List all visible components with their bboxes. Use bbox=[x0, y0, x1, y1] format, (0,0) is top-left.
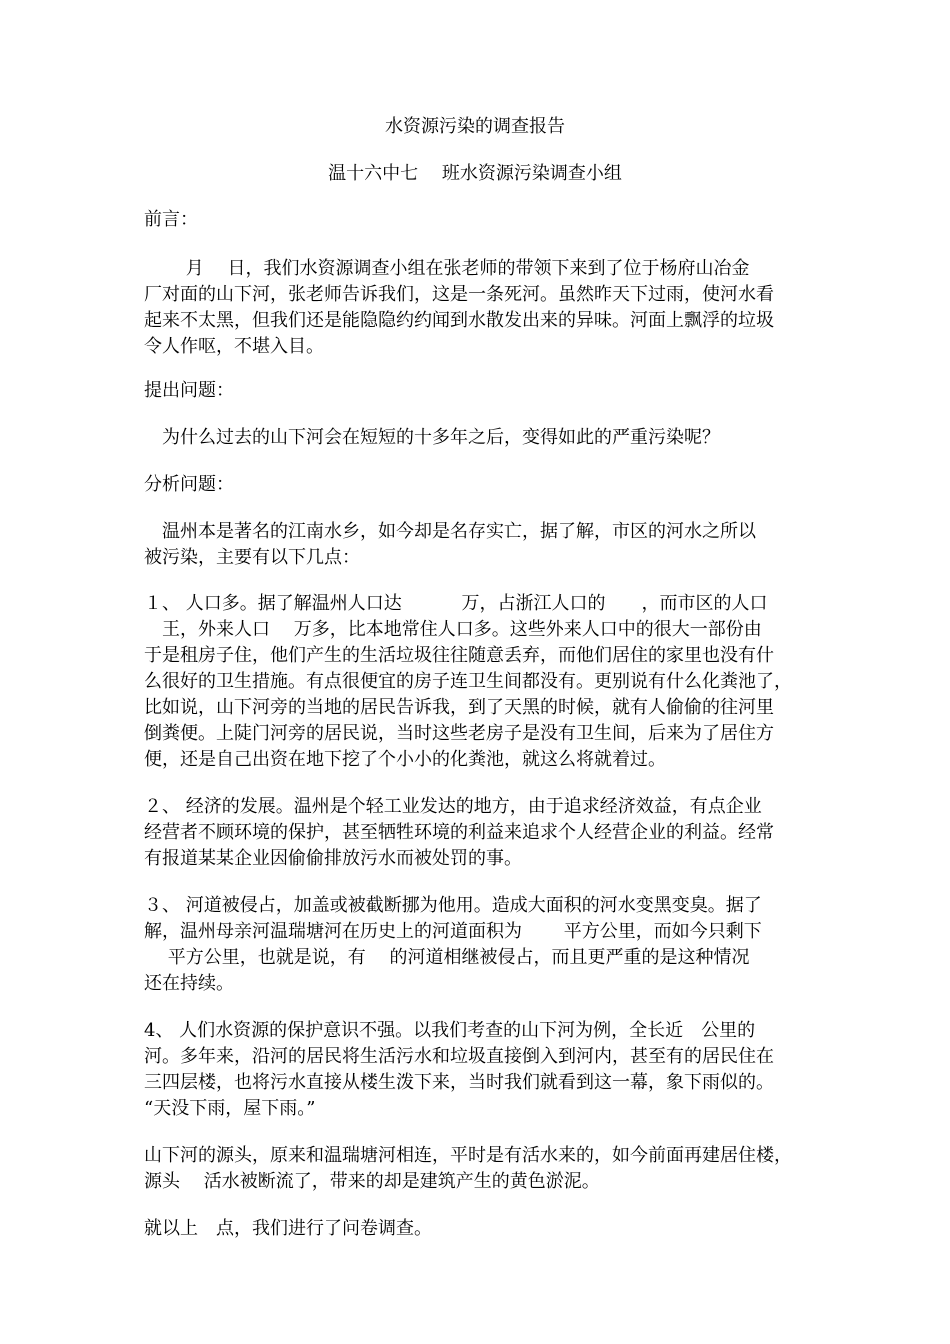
point1-line: 么很好的卫生措施。有点很便宜的房子连卫生间都没有。更别说有什么化粪池了， bbox=[144, 671, 792, 692]
closing-line: 就以上 点，我们进行了问卷调查。 bbox=[144, 1218, 432, 1239]
point4-line: “天没下雨，屋下雨。” bbox=[144, 1098, 316, 1119]
point1-line: 比如说，山下河旁的当地的居民告诉我，到了天黑的时候，就有人偷偷的往河里 bbox=[144, 697, 774, 718]
analysis-intro-line: 温州本是著名的江南水乡，如今却是名存实亡，据了解，市区的河水之所以 bbox=[144, 521, 756, 542]
preface-line: 令人作呕，不堪入目。 bbox=[144, 336, 324, 357]
document-subtitle: 温十六中七 班水资源污染调查小组 bbox=[328, 163, 622, 184]
point3-line: 还在持续。 bbox=[144, 973, 234, 994]
analysis-intro-line: 被污染，主要有以下几点： bbox=[144, 547, 360, 568]
source-line: 山下河的源头，原来和温瑞塘河相连，平时是有活水来的，如今前面再建居住楼， bbox=[144, 1145, 792, 1166]
point2-line: 有报道某某企业因偷偷排放污水而被处罚的事。 bbox=[144, 848, 522, 869]
point2-line: 经营者不顾环境的保护，甚至牺牲环境的利益来追求个人经营企业的利益。经常 bbox=[144, 822, 774, 843]
point1-line: 倒粪便。上陡门河旁的居民说，当时这些老房子是没有卫生间，后来为了居住方 bbox=[144, 723, 774, 744]
point3-line: 平方公里，也就是说，有 的河道相继被侵占，而且更严重的是这种情况 bbox=[144, 947, 750, 968]
point1-line: 便，还是自己出资在地下挖了个小小的化粪池，就这么将就着过。 bbox=[144, 749, 666, 770]
point3-line: 解，温州母亲河温瑞塘河在历史上的河道面积为 平方公里，而如今只剩下 bbox=[144, 921, 762, 942]
preface-line: 月 日，我们水资源调查小组在张老师的带领下来到了位于杨府山冶金 bbox=[144, 258, 750, 279]
source-line: 源头 活水被断流了，带来的却是建筑产生的黄色淤泥。 bbox=[144, 1171, 600, 1192]
preface-line: 厂对面的山下河，张老师告诉我们，这是一条死河。虽然昨天下过雨，使河水看 bbox=[144, 284, 774, 305]
document-title: 水资源污染的调查报告 bbox=[385, 116, 565, 137]
question-line: 为什么过去的山下河会在短短的十多年之后，变得如此的严重污染呢？ bbox=[144, 427, 720, 448]
point2-line: ２、 经济的发展。温州是个轻工业发达的地方，由于追求经济效益，有点企业 bbox=[144, 796, 762, 817]
preface-line: 起来不太黑，但我们还是能隐隐约约闻到水散发出来的异味。河面上飘浮的垃圾 bbox=[144, 310, 774, 331]
heading-analysis: 分析问题： bbox=[144, 474, 234, 495]
heading-preface: 前言： bbox=[144, 209, 198, 230]
point1-line: １、 人口多。据了解温州人口达 万，占浙江人口的 ，而市区的人口 bbox=[144, 593, 768, 614]
point4-line: 4、 人们水资源的保护意识不强。以我们考查的山下河为例，全长近 公里的 bbox=[144, 1020, 756, 1041]
heading-question: 提出问题： bbox=[144, 380, 234, 401]
point4-line: 河。多年来，沿河的居民将生活污水和垃圾直接倒入到河内，甚至有的居民住在 bbox=[144, 1046, 774, 1067]
point4-line: 三四层楼，也将污水直接从楼生泼下来，当时我们就看到这一幕，象下雨似的。 bbox=[144, 1072, 774, 1093]
point1-line: 王，外来人口 万多，比本地常住人口多。这些外来人口中的很大一部份由 bbox=[144, 619, 762, 640]
point3-line: ３、 河道被侵占，加盖或被截断挪为他用。造成大面积的河水变黑变臭。据了 bbox=[144, 895, 762, 916]
point1-line: 于是租房子住，他们产生的生活垃圾往往随意丢弃，而他们居住的家里也没有什 bbox=[144, 645, 774, 666]
